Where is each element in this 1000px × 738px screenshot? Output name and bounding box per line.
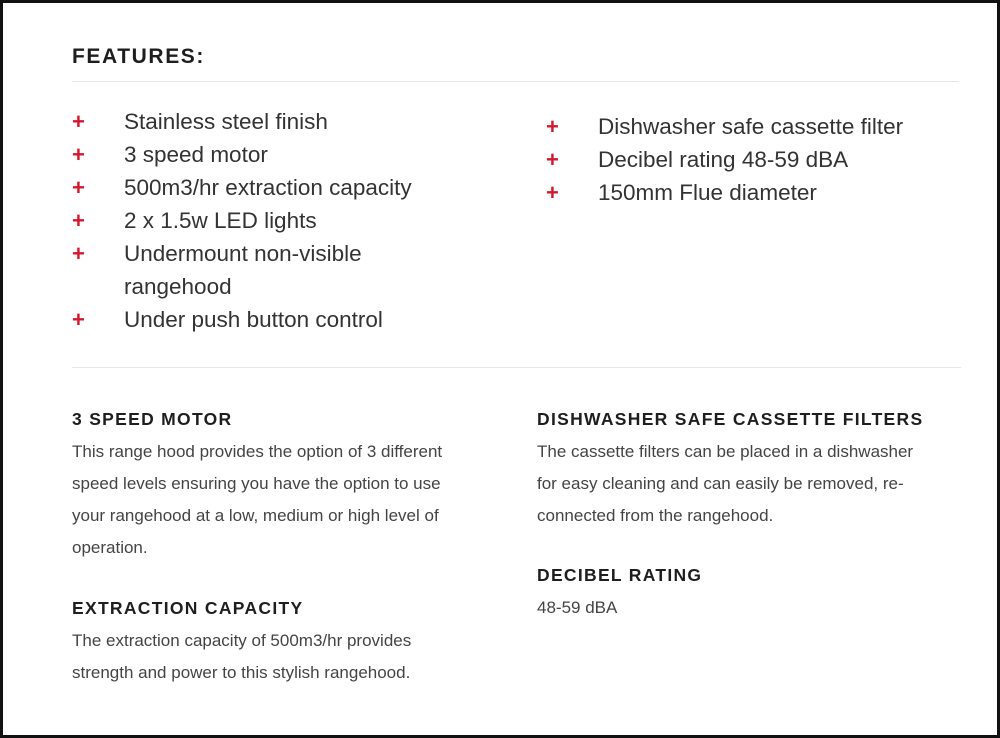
plus-icon: +	[546, 180, 559, 205]
feature-text: Decibel rating 48-59 dBA	[598, 147, 849, 172]
feature-item	[546, 176, 966, 209]
detail-cassette-filters	[537, 408, 957, 532]
plus-icon: +	[72, 142, 85, 167]
feature-item	[72, 171, 492, 204]
detail-body: The extraction capacity of 500m3/hr provides strength and power to this stylish rangehood.	[72, 631, 412, 682]
plus-icon: +	[72, 307, 85, 332]
detail-heading: EXTRACTION CAPACITY	[72, 598, 304, 618]
detail-heading: 3 SPEED MOTOR	[72, 409, 233, 429]
detail-heading: DECIBEL RATING	[537, 565, 703, 585]
feature-text: Undermount non-visible rangehood	[124, 241, 362, 299]
feature-text: 150mm Flue diameter	[598, 180, 817, 205]
plus-icon: +	[546, 147, 559, 172]
feature-text: Dishwasher safe cassette filter	[598, 114, 904, 139]
features-list-left	[72, 105, 492, 336]
feature-text: 2 x 1.5w LED lights	[124, 208, 317, 233]
feature-item	[72, 105, 492, 138]
plus-icon: +	[72, 175, 85, 200]
features-divider	[72, 81, 959, 82]
section-divider	[72, 367, 961, 368]
plus-icon: +	[72, 241, 85, 266]
feature-item	[72, 237, 424, 303]
features-list-right	[546, 110, 966, 209]
detail-body: The cassette filters can be placed in a dishwasher for easy cleaning and can easily be removed, re-connected from the rangehood.	[537, 442, 914, 525]
detail-extraction-capacity	[72, 597, 492, 689]
detail-body: 48-59 dBA	[537, 598, 618, 617]
feature-item	[72, 303, 492, 336]
detail-heading: DISHWASHER SAFE CASSETTE FILTERS	[537, 409, 924, 429]
feature-text: 500m3/hr extraction capacity	[124, 175, 412, 200]
plus-icon: +	[72, 109, 85, 134]
features-heading: FEATURES:	[72, 45, 206, 68]
feature-text: Under push button control	[124, 307, 383, 332]
plus-icon: +	[72, 208, 85, 233]
plus-icon: +	[546, 114, 559, 139]
feature-item	[546, 143, 966, 176]
feature-item	[72, 138, 492, 171]
detail-body: This range hood provides the option of 3 different speed levels ensuring you have the option to use your rangehood at a low, medium or high level of operation.	[72, 442, 443, 557]
feature-item	[546, 110, 966, 143]
feature-text: Stainless steel finish	[124, 109, 328, 134]
feature-text: 3 speed motor	[124, 142, 268, 167]
detail-speed-motor	[72, 408, 492, 564]
detail-decibel-rating	[537, 564, 957, 624]
feature-item	[72, 204, 492, 237]
